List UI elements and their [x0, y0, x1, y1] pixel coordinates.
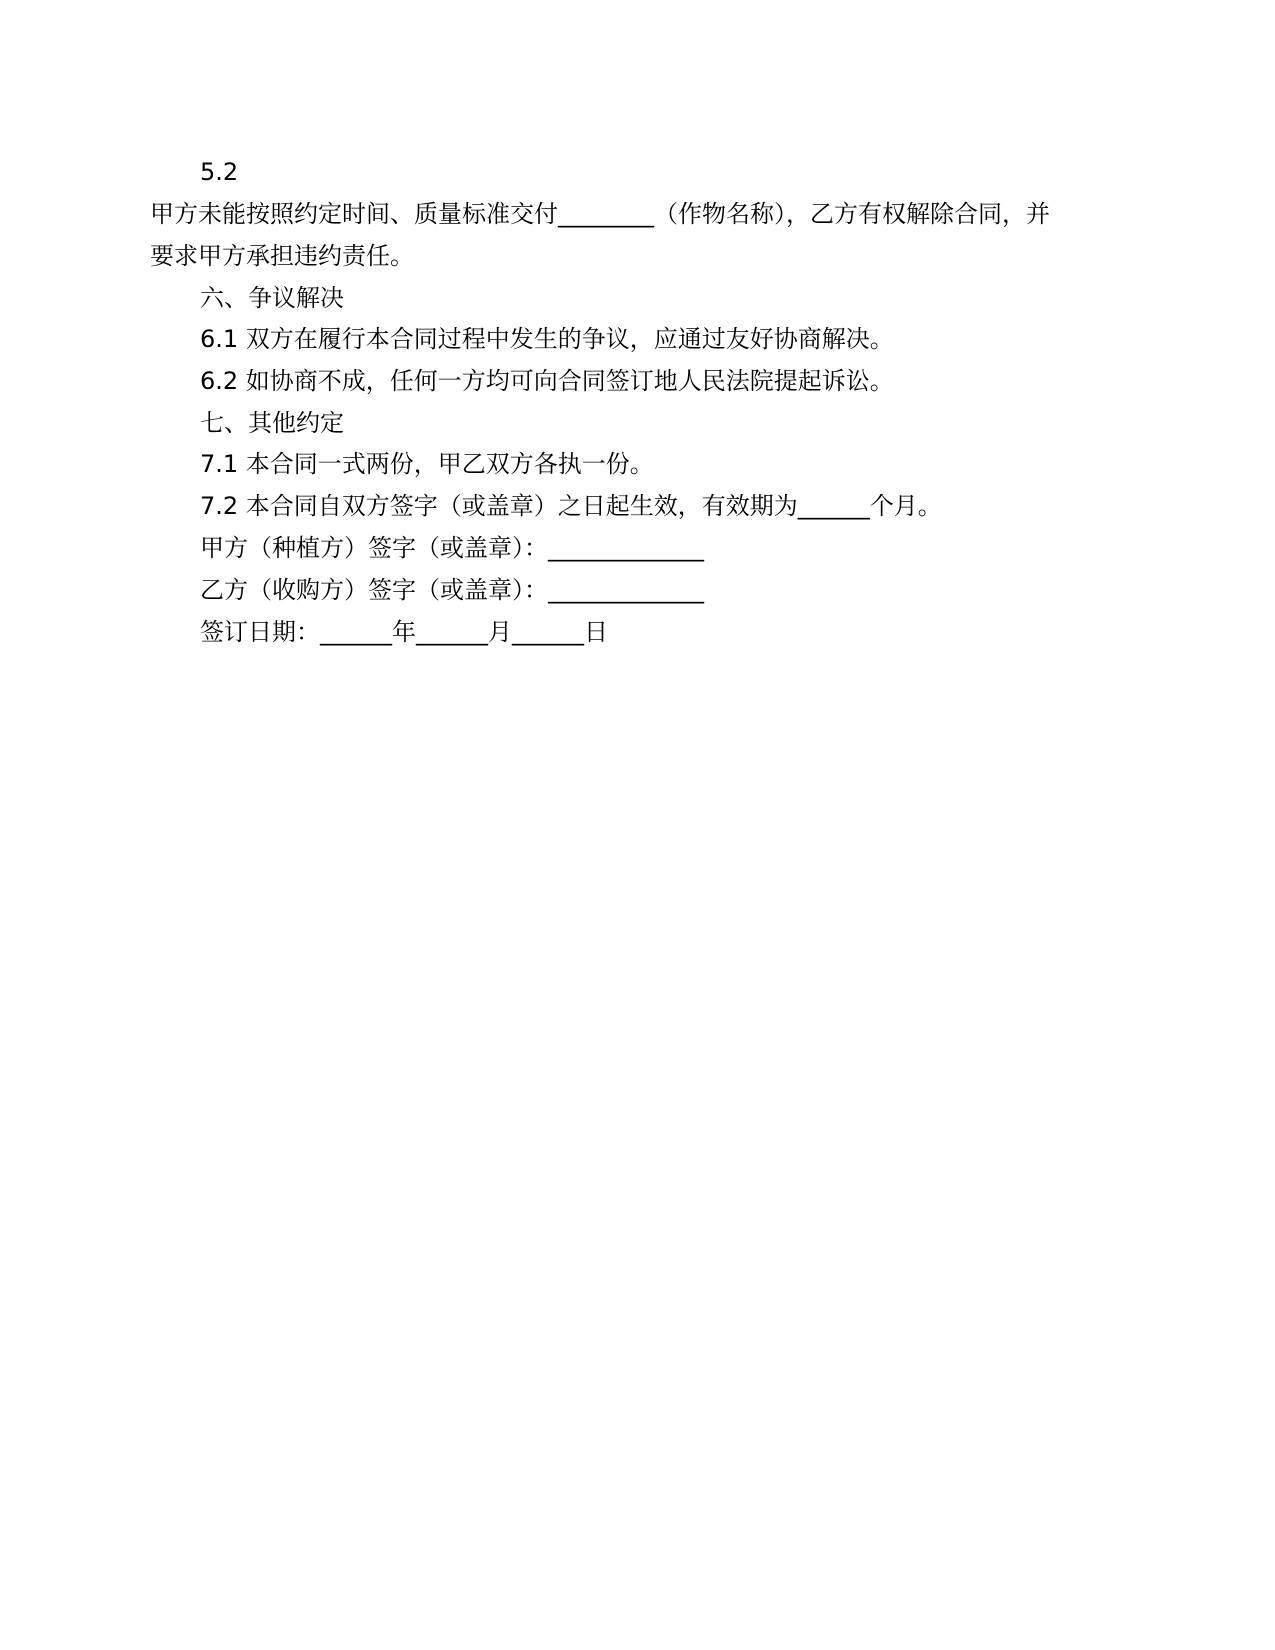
- party-a-signature-line: 甲方（种植方）签字（或盖章）：_____________: [200, 534, 704, 562]
- clause-5-2-number: 5.2: [200, 158, 239, 186]
- signing-date-line: 签订日期：______年______月______日: [200, 618, 608, 646]
- clause-7-2: 7.2 本合同自双方签字（或盖章）之日起生效，有效期为______个月。: [200, 492, 942, 520]
- clause-7-1: 7.1 本合同一式两份，甲乙双方各执一份。: [200, 450, 654, 478]
- clause-5-2-text-line-1: 甲方未能按照约定时间、质量标准交付________（作物名称），乙方有权解除合同，并: [150, 200, 1050, 228]
- clause-6-2: 6.2 如协商不成，任何一方均可向合同签订地人民法院提起诉讼。: [200, 367, 894, 395]
- party-b-signature-line: 乙方（收购方）签字（或盖章）：_____________: [200, 576, 704, 604]
- clause-6-1: 6.1 双方在履行本合同过程中发生的争议，应通过友好协商解决。: [200, 325, 894, 353]
- section-heading-dispute-resolution: 六、争议解决: [200, 284, 344, 312]
- section-heading-other-terms: 七、其他约定: [200, 409, 344, 437]
- clause-5-2-text-line-2: 要求甲方承担违约责任。: [150, 242, 414, 270]
